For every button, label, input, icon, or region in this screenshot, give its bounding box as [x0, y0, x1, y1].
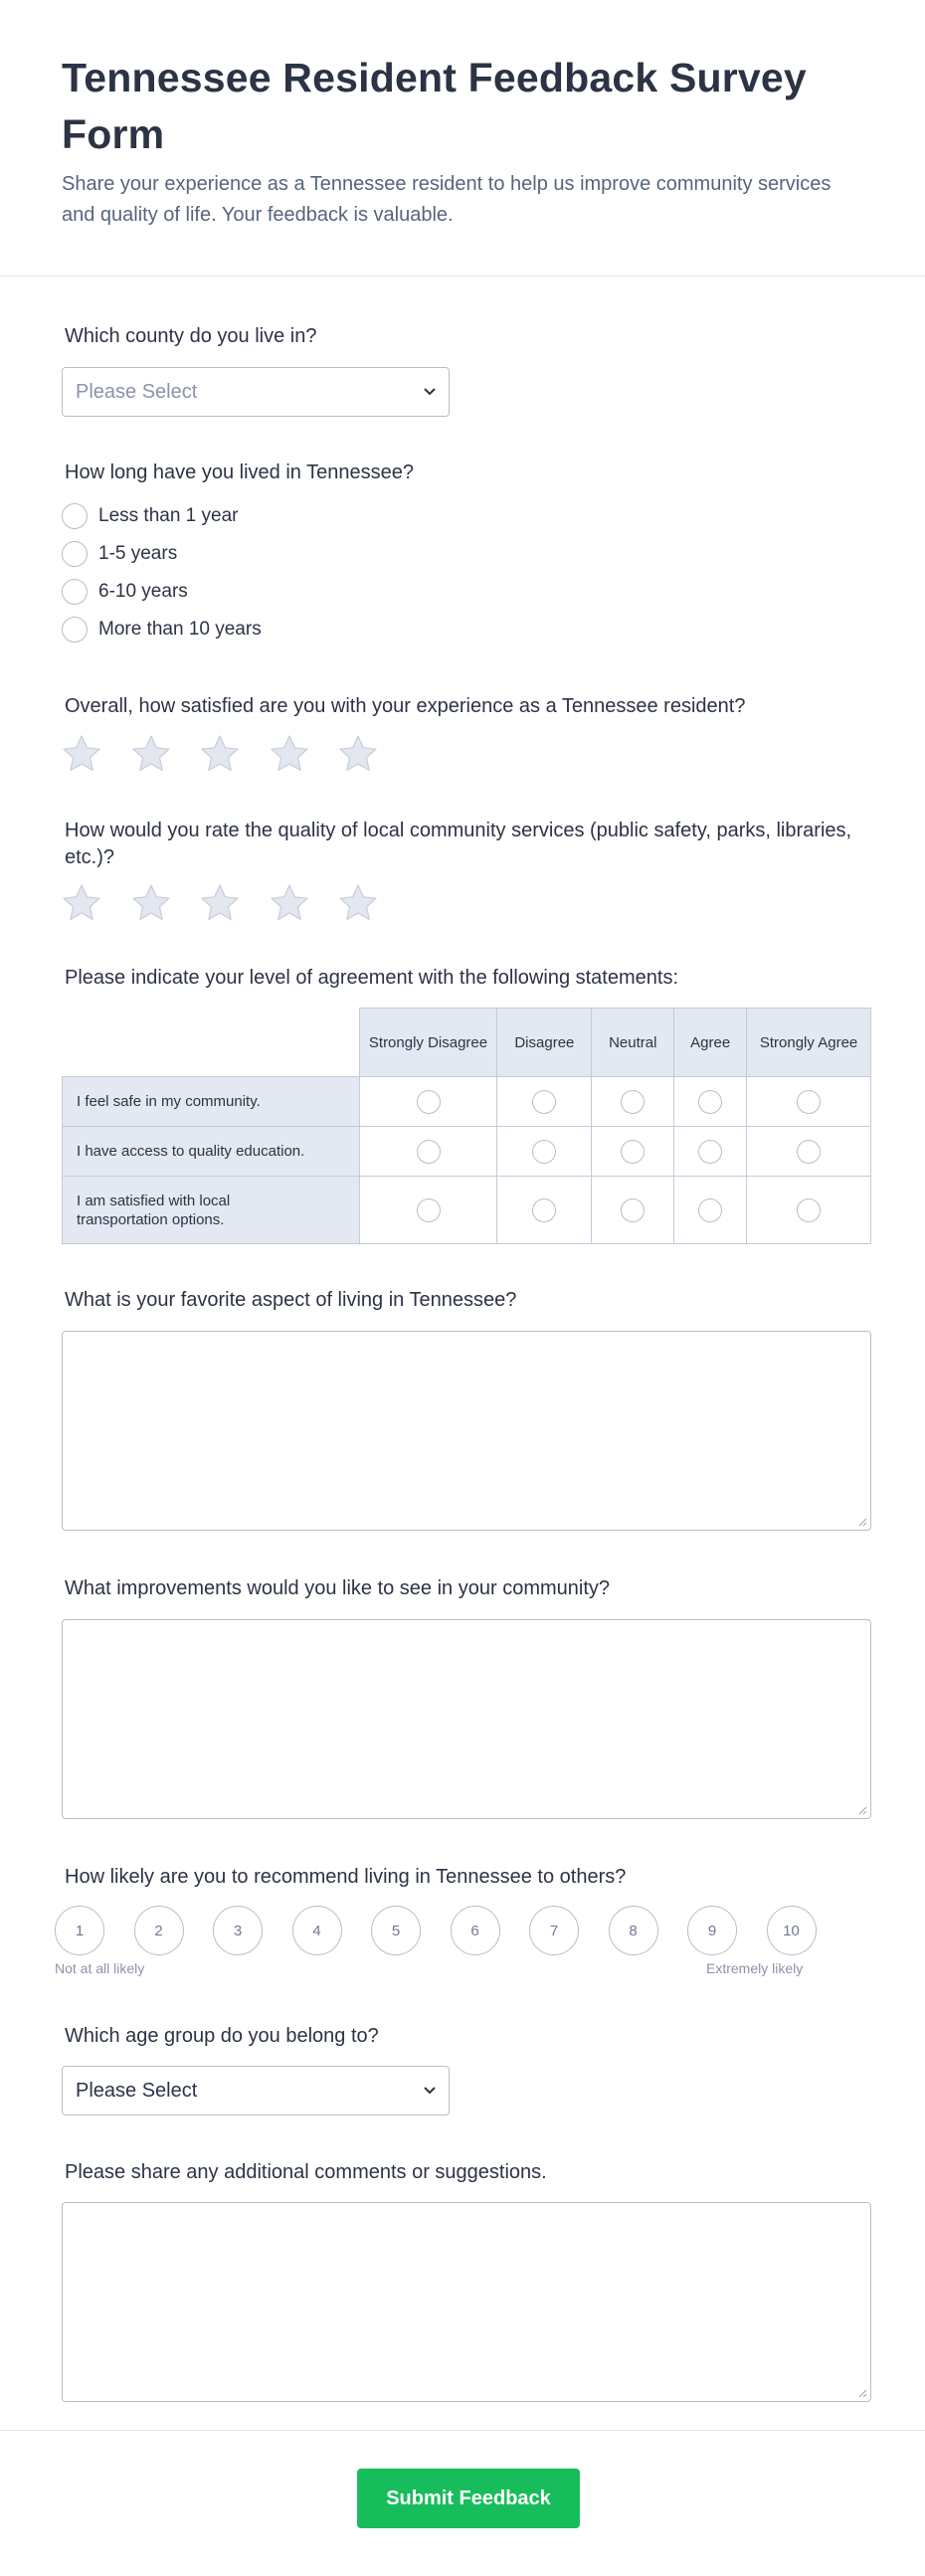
radio-button[interactable]: [621, 1140, 645, 1164]
question-favorite: [62, 1287, 516, 1314]
services-star-rating: [61, 882, 407, 924]
scale-low-label: Not at all likely: [55, 1960, 145, 1976]
matrix-cell[interactable]: [592, 1077, 674, 1127]
matrix-cell[interactable]: [497, 1077, 592, 1127]
matrix-column-header: Agree: [674, 1009, 747, 1077]
chevron-down-icon: [423, 2083, 437, 2097]
matrix-row: [63, 1177, 871, 1244]
matrix-cell[interactable]: [674, 1127, 747, 1177]
question-label: How long have you lived in Tennessee?: [65, 461, 414, 483]
radio-button[interactable]: [62, 541, 88, 567]
radio-button[interactable]: [417, 1140, 441, 1164]
county-select[interactable]: [62, 367, 450, 417]
matrix-row: [63, 1127, 871, 1177]
radio-label: More than 10 years: [98, 619, 262, 640]
question-label: How likely are you to recommend living in Tennessee to others?: [65, 1866, 627, 1888]
question-improvements: [62, 1575, 610, 1602]
improvements-textarea[interactable]: [62, 1619, 871, 1819]
form-header: [0, 0, 925, 276]
scale-option[interactable]: 2: [134, 1906, 184, 1955]
resize-grip-icon[interactable]: [855, 1803, 867, 1815]
matrix-row-label: I feel safe in my community.: [63, 1077, 360, 1127]
star-icon[interactable]: [199, 733, 241, 775]
matrix-row: [63, 1077, 871, 1127]
radio-button[interactable]: [62, 617, 88, 643]
scale-option[interactable]: 1: [55, 1906, 104, 1955]
question-label: Please share any additional comments or suggestions.: [65, 2161, 547, 2183]
radio-label: 1-5 years: [98, 543, 178, 564]
residency-option[interactable]: [62, 611, 262, 648]
question-agreement: [62, 965, 678, 992]
radio-button[interactable]: [797, 1140, 821, 1164]
matrix-cell[interactable]: [359, 1077, 497, 1127]
question-county: [62, 323, 316, 350]
radio-button[interactable]: [621, 1198, 645, 1222]
radio-button[interactable]: [698, 1090, 722, 1114]
radio-button[interactable]: [62, 579, 88, 605]
matrix-corner: [63, 1009, 360, 1077]
matrix-cell[interactable]: [497, 1127, 592, 1177]
matrix-column-header: Strongly Disagree: [359, 1009, 497, 1077]
comments-textarea[interactable]: [62, 2202, 871, 2402]
question-label: What is your favorite aspect of living in Tennessee?: [65, 1289, 517, 1311]
favorite-textarea[interactable]: [62, 1331, 871, 1531]
resize-grip-icon[interactable]: [855, 2386, 867, 2398]
residency-option[interactable]: [62, 497, 262, 535]
question-residency: [62, 460, 414, 486]
agreement-matrix: [62, 1008, 871, 1244]
star-icon[interactable]: [130, 882, 172, 924]
question-age: [62, 2023, 379, 2050]
scale-option[interactable]: 5: [371, 1906, 421, 1955]
star-icon[interactable]: [61, 733, 102, 775]
resize-grip-icon[interactable]: [855, 1515, 867, 1527]
question-label: Overall, how satisfied are you with your experience as a Tennessee resident?: [65, 695, 746, 717]
matrix-column-header: Disagree: [497, 1009, 592, 1077]
scale-option[interactable]: 8: [609, 1906, 658, 1955]
submit-button[interactable]: Submit Feedback: [357, 2469, 580, 2528]
question-services: [62, 818, 867, 871]
radio-button[interactable]: [417, 1198, 441, 1222]
matrix-row-label: I am satisfied with local transportation options.: [63, 1177, 360, 1244]
question-comments: [62, 2159, 547, 2186]
star-icon[interactable]: [269, 733, 310, 775]
matrix-cell[interactable]: [592, 1127, 674, 1177]
radio-button[interactable]: [417, 1090, 441, 1114]
radio-label: 6-10 years: [98, 581, 188, 602]
satisfaction-star-rating: [61, 733, 407, 775]
matrix-cell[interactable]: [747, 1127, 871, 1177]
form-description: Share your experience as a Tennessee resident to help us improve community services and quality of life. Your feedback is valuable.: [62, 173, 832, 226]
star-icon[interactable]: [337, 733, 379, 775]
radio-button[interactable]: [621, 1090, 645, 1114]
radio-button[interactable]: [532, 1090, 556, 1114]
radio-button[interactable]: [797, 1198, 821, 1222]
scale-option[interactable]: 7: [529, 1906, 579, 1955]
scale-option[interactable]: 6: [451, 1906, 500, 1955]
question-label: How would you rate the quality of local community services (public safety, parks, libraries, etc.)?: [65, 820, 852, 868]
matrix-cell[interactable]: [747, 1077, 871, 1127]
residency-option[interactable]: [62, 573, 262, 611]
matrix-cell[interactable]: [674, 1077, 747, 1127]
star-icon[interactable]: [199, 882, 241, 924]
matrix-cell[interactable]: [747, 1177, 871, 1244]
matrix-column-header: Strongly Agree: [747, 1009, 871, 1077]
matrix-cell[interactable]: [592, 1177, 674, 1244]
radio-button[interactable]: [62, 503, 88, 529]
form-title: Tennessee Resident Feedback Survey Form: [62, 55, 807, 157]
matrix-cell[interactable]: [674, 1177, 747, 1244]
county-select-value: Please Select: [76, 380, 198, 403]
star-icon[interactable]: [337, 882, 379, 924]
matrix-cell[interactable]: [359, 1127, 497, 1177]
matrix-row-label: I have access to quality education.: [63, 1127, 360, 1177]
question-label: What improvements would you like to see in your community?: [65, 1577, 611, 1599]
radio-button[interactable]: [698, 1198, 722, 1222]
question-satisfaction: [62, 693, 745, 720]
chevron-down-icon: [423, 384, 437, 398]
scale-option[interactable]: 10: [767, 1906, 817, 1955]
recommend-scale: [55, 1906, 817, 1955]
matrix-cell[interactable]: [497, 1177, 592, 1244]
scale-option[interactable]: 3: [213, 1906, 263, 1955]
star-icon[interactable]: [61, 882, 102, 924]
star-icon[interactable]: [269, 882, 310, 924]
radio-button[interactable]: [532, 1140, 556, 1164]
question-label: Please indicate your level of agreement with the following statements:: [65, 967, 679, 989]
question-recommend: [62, 1864, 626, 1891]
age-select-value: Please Select: [76, 2079, 198, 2102]
question-label: Which county do you live in?: [65, 325, 317, 347]
radio-button[interactable]: [698, 1140, 722, 1164]
residency-option[interactable]: [62, 535, 262, 573]
radio-button[interactable]: [532, 1198, 556, 1222]
radio-button[interactable]: [797, 1090, 821, 1114]
radio-label: Less than 1 year: [98, 505, 239, 526]
scale-high-label: Extremely likely: [706, 1960, 804, 1976]
scale-option[interactable]: 9: [687, 1906, 737, 1955]
star-icon[interactable]: [130, 733, 172, 775]
age-select[interactable]: [62, 2066, 450, 2116]
matrix-cell[interactable]: [359, 1177, 497, 1244]
scale-option[interactable]: 4: [292, 1906, 342, 1955]
residency-options: [62, 497, 262, 648]
matrix-column-header: Neutral: [592, 1009, 674, 1077]
question-label: Which age group do you belong to?: [65, 2025, 379, 2047]
